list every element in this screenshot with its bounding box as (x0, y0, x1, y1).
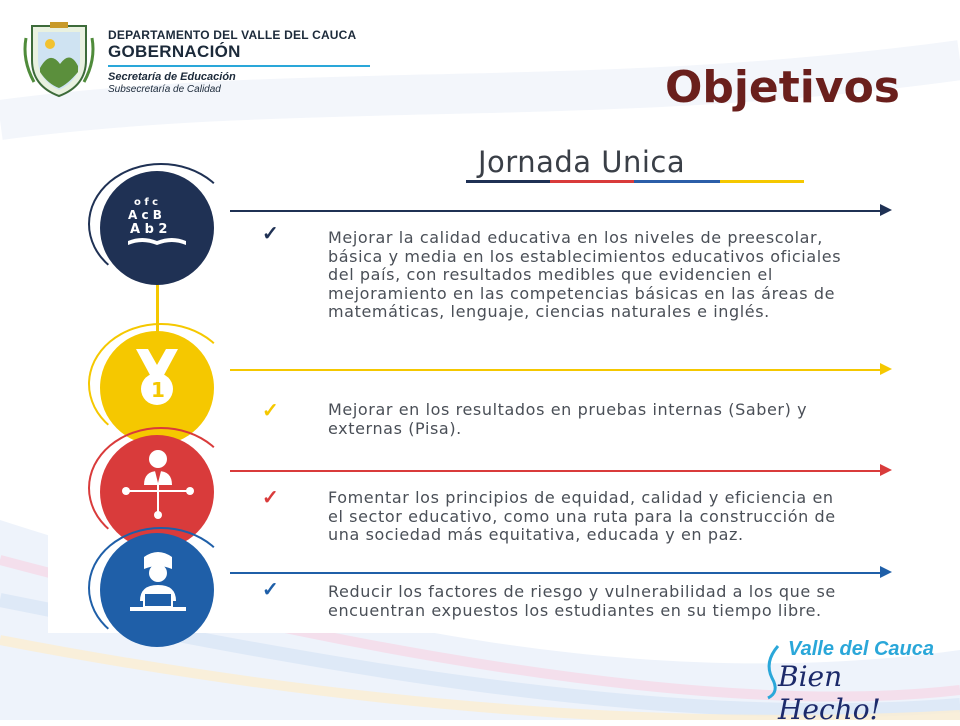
logo-line-1: Valle del Cauca (788, 638, 934, 660)
subsecretariat-name: Subsecretaría de Calidad (108, 84, 221, 95)
heading-bar-3 (634, 180, 720, 183)
infographic-heading: Jornada Unica (478, 145, 686, 179)
medal-icon (128, 341, 186, 415)
arrow-line-2 (230, 369, 880, 371)
valle-del-cauca-logo (760, 636, 950, 726)
heading-bar-2 (550, 180, 634, 183)
check-icon-2: ✓ (262, 400, 279, 422)
arrow-line-3 (230, 470, 880, 472)
logo-line-2: Bien Hecho! (778, 660, 881, 726)
header-divider (108, 65, 370, 67)
arrow-head-1 (880, 204, 892, 216)
coat-of-arms-icon (20, 20, 98, 98)
student-laptop-icon (118, 545, 198, 625)
arrow-line-4 (230, 572, 880, 574)
secretariat-name: Secretaría de Educación (108, 71, 236, 83)
network-person-icon (114, 443, 202, 525)
header (20, 20, 380, 100)
alphabet-book-icon (120, 183, 194, 257)
department-name: DEPARTAMENTO DEL VALLE DEL CAUCA (108, 28, 357, 42)
objective-text-1: Mejorar la calidad educativa en los niveles de preescolar, básica y media en los establecimientos educativos oficiales del país, con resultados medibles que evidencien el mejoramiento en las competencias básicas en las áreas de matemáticas, lenguaje, ciencias naturales e inglés. (328, 228, 842, 321)
arrow-head-2 (880, 363, 892, 375)
svg-text:A b 2: A b 2 (130, 222, 168, 237)
government-name: GOBERNACIÓN (108, 42, 241, 61)
check-icon-3: ✓ (262, 487, 279, 509)
slide-title: Objetivos (664, 62, 900, 113)
heading-bar-1 (466, 180, 550, 183)
arrow-head-4 (880, 566, 892, 578)
svg-text:o f c: o f c (134, 197, 159, 208)
arrow-line-1 (230, 210, 880, 212)
check-icon-1: ✓ (262, 223, 279, 245)
infographic-panel (48, 145, 910, 633)
heading-bar-4 (720, 180, 804, 183)
svg-text:A c B: A c B (128, 208, 162, 222)
check-icon-4: ✓ (262, 579, 279, 601)
objective-text-4: Reducir los factores de riesgo y vulnerabilidad a los que se encuentran expuestos los estudiantes en su tiempo libre. (328, 582, 836, 620)
objective-text-3: Fomentar los principios de equidad, calidad y eficiencia en el sector educativo, como una ruta para la construcción de una sociedad más equitativa, educada y en paz. (328, 488, 836, 544)
arrow-head-3 (880, 464, 892, 476)
objective-text-2: Mejorar en los resultados en pruebas internas (Saber) y externas (Pisa). (328, 400, 808, 438)
svg-text:1: 1 (151, 378, 165, 402)
